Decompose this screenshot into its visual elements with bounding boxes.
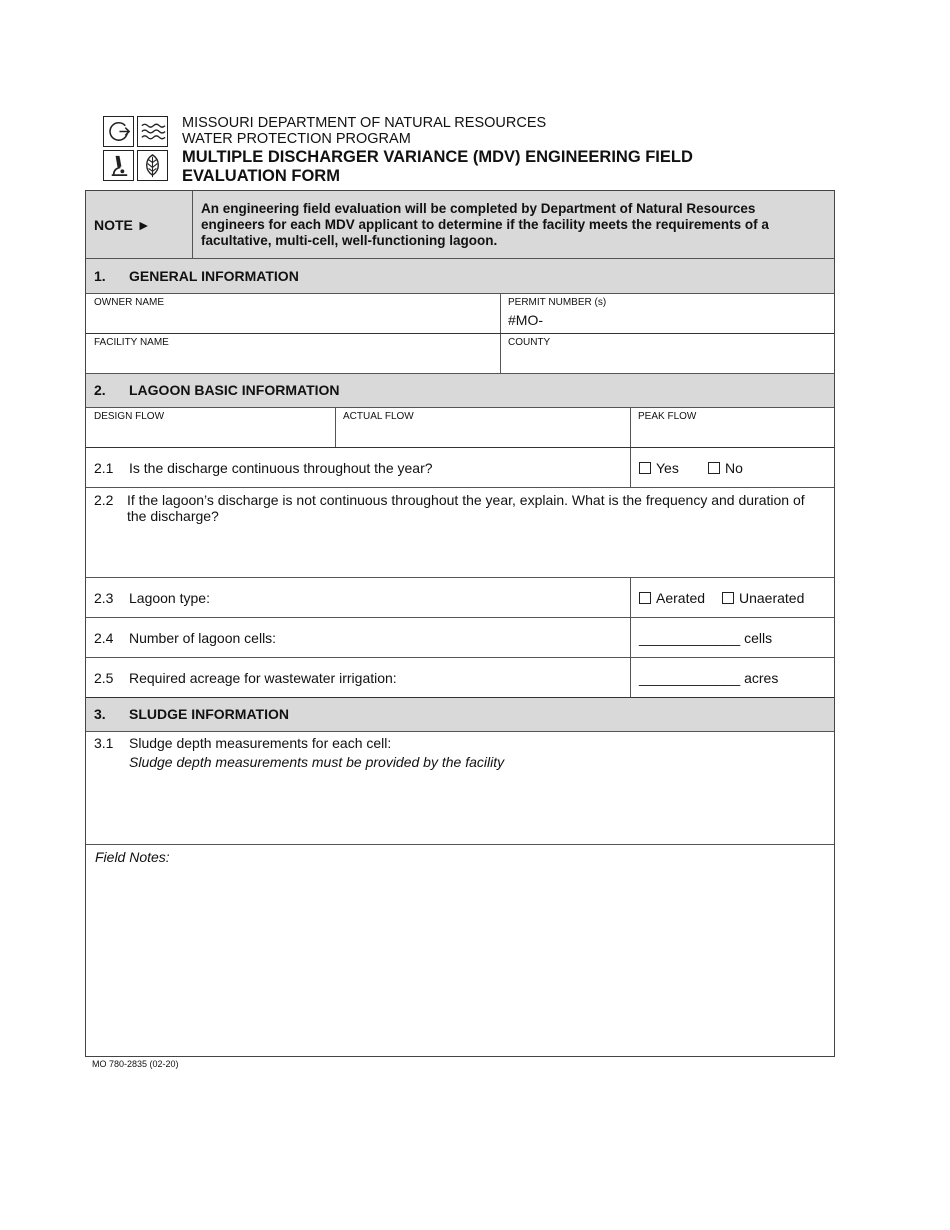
- question-2-1: [86, 448, 834, 488]
- yes-checkbox[interactable]: [639, 462, 651, 474]
- note-text: An engineering field evaluation will be completed by Department of Natural Resources engineers for each MDV applicant to determine if the facility meets the requirements of a facultative, multi-cell, well-functioning lagoon.: [201, 201, 769, 248]
- section-3-title: SLUDGE INFORMATION: [129, 706, 289, 722]
- section-2-header: [86, 374, 834, 408]
- cells-answer-field[interactable]: _____________ cells: [639, 630, 773, 646]
- question-2-2[interactable]: [86, 488, 834, 578]
- question-3-1-text: Sludge depth measurements for each cell:: [129, 735, 392, 751]
- note-label: NOTE ►: [94, 217, 151, 233]
- question-2-5: [86, 658, 834, 698]
- question-2-3-text: Lagoon type:: [129, 590, 210, 606]
- county-field[interactable]: [500, 334, 834, 373]
- question-2-3-number: 2.3: [94, 590, 114, 606]
- field-notes-label: Field Notes:: [95, 849, 170, 865]
- question-2-4-text: Number of lagoon cells:: [129, 630, 277, 646]
- permit-number-field[interactable]: [500, 294, 834, 333]
- section-1-title: GENERAL INFORMATION: [129, 268, 299, 284]
- facility-county-row: [86, 334, 834, 374]
- facility-name-field[interactable]: [86, 334, 500, 373]
- permit-number-label: PERMIT NUMBER (s): [508, 297, 607, 308]
- no-checkbox[interactable]: [708, 462, 720, 474]
- question-2-4-number: 2.4: [94, 630, 114, 646]
- unaerated-checkbox[interactable]: [722, 592, 734, 604]
- question-2-3: [86, 578, 834, 618]
- unaerated-checkbox-option[interactable]: [722, 590, 804, 606]
- form-title-line1: MULTIPLE DISCHARGER VARIANCE (MDV) ENGINEERING FIELD: [182, 148, 693, 166]
- question-2-5-text: Required acreage for wastewater irrigation:: [129, 670, 397, 686]
- facility-name-label: FACILITY NAME: [94, 337, 169, 348]
- flow-row: [86, 408, 834, 448]
- department-name: MISSOURI DEPARTMENT OF NATURAL RESOURCES: [182, 115, 547, 131]
- section-2-title: LAGOON BASIC INFORMATION: [129, 382, 340, 398]
- owner-name-label: OWNER NAME: [94, 297, 164, 308]
- acres-answer-field[interactable]: _____________ acres: [639, 670, 779, 686]
- microscope-icon: [103, 150, 134, 181]
- owner-name-field[interactable]: [86, 294, 500, 333]
- actual-flow-label: ACTUAL FLOW: [343, 411, 414, 422]
- aerated-checkbox[interactable]: [639, 592, 651, 604]
- section-1-number: 1.: [94, 268, 106, 284]
- yes-label: Yes: [656, 460, 679, 476]
- design-flow-field[interactable]: [86, 408, 335, 447]
- actual-flow-field[interactable]: [335, 408, 630, 447]
- aerated-label: Aerated: [656, 590, 706, 606]
- question-2-2-number: 2.2: [94, 492, 114, 508]
- question-2-1-number: 2.1: [94, 460, 114, 476]
- question-3-1-note: Sludge depth measurements must be provided by the facility: [129, 754, 505, 770]
- leaf-icon: [137, 150, 168, 181]
- water-waves-icon: [137, 116, 168, 147]
- question-3-1[interactable]: [86, 732, 834, 845]
- program-name: WATER PROTECTION PROGRAM: [182, 131, 411, 147]
- form-title-line2: EVALUATION FORM: [182, 167, 340, 185]
- owner-permit-row: [86, 294, 834, 334]
- yes-checkbox-option[interactable]: [639, 460, 679, 476]
- peak-flow-field[interactable]: [630, 408, 834, 447]
- evaluation-form: [85, 190, 835, 1057]
- design-flow-label: DESIGN FLOW: [94, 411, 165, 422]
- unaerated-label: Unaerated: [739, 590, 805, 606]
- question-2-5-number: 2.5: [94, 670, 114, 686]
- section-2-number: 2.: [94, 382, 106, 398]
- question-2-1-text: Is the discharge continuous throughout the year?: [129, 460, 433, 476]
- section-3-number: 3.: [94, 706, 106, 722]
- arrow-circle-icon: [103, 116, 134, 147]
- section-1-header: [86, 259, 834, 294]
- question-2-4: [86, 618, 834, 658]
- no-checkbox-option[interactable]: [708, 460, 743, 476]
- note-row: [86, 191, 834, 259]
- question-3-1-number: 3.1: [94, 735, 114, 751]
- no-label: No: [725, 460, 743, 476]
- peak-flow-label: PEAK FLOW: [638, 411, 697, 422]
- field-notes-area[interactable]: [86, 845, 834, 1056]
- dnr-logo: [103, 116, 169, 182]
- county-label: COUNTY: [508, 337, 551, 348]
- section-3-header: [86, 698, 834, 732]
- aerated-checkbox-option[interactable]: [639, 590, 705, 606]
- question-2-2-text: If the lagoon’s discharge is not continuous throughout the year, explain. What is the frequency and duration of the discharge?: [127, 492, 805, 524]
- permit-number-value: #MO-: [508, 312, 543, 328]
- form-number: MO 780-2835 (02-20): [92, 1059, 179, 1069]
